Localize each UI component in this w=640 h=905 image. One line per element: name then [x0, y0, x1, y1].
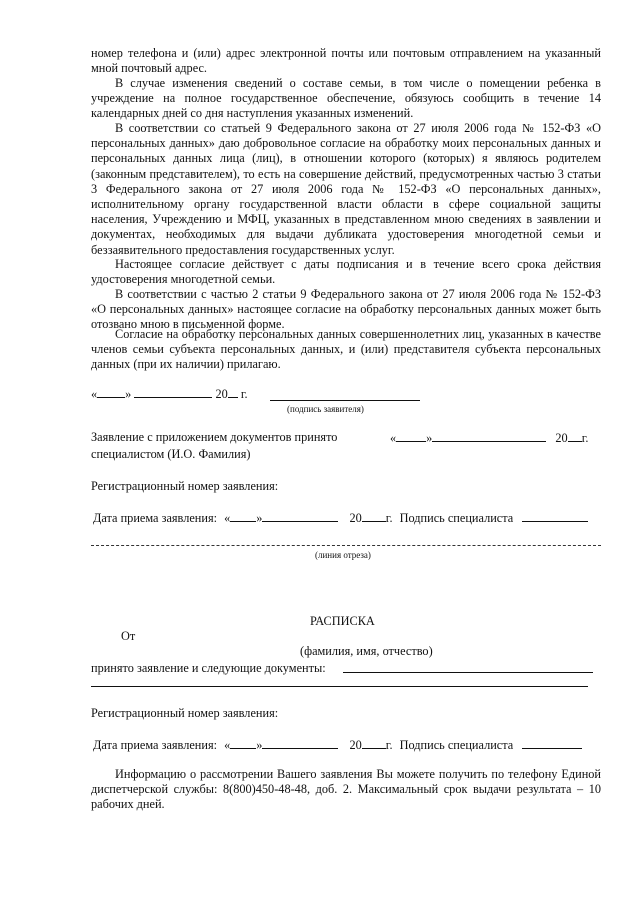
receipt-reception-date-line [93, 737, 582, 753]
close-quote: » [256, 738, 263, 752]
year-prefix: 20 [349, 738, 362, 752]
receipt-fio-caption: (фамилия, имя, отчество) [300, 644, 433, 658]
year-suffix: г. [240, 387, 248, 401]
close-quote: » [426, 431, 433, 445]
day-blank [230, 737, 256, 749]
open-quote: « [224, 511, 231, 525]
paragraph-contact-continuation: номер телефона и (или) адрес электронной почты или почтовым отправлением на указанный мной почтовый адрес. [91, 46, 601, 76]
day-blank [97, 386, 125, 398]
specialist-signature-label: Подпись специалиста [399, 738, 514, 752]
receipt-documents-line [343, 672, 593, 673]
year-prefix: 20 [215, 387, 228, 401]
cut-line [91, 545, 601, 546]
paragraph-family-change: В случае изменения сведений о составе семьи, в том числе о помещении ребенка в учреждение на полное государственное обеспечение, обязуюсь сообщить в течение 14 календарных дней со дня наступления указанных изменений. [91, 76, 601, 121]
reception-date-label: Дата приема заявления: [93, 511, 218, 525]
paragraph-adult-consent: Согласие на обработку персональных данных совершеннолетних лиц, указанных в качестве членов семьи субъекта персональных данных, и (или) представителя субъекта персональных данных (при их наличии) прилагаю. [91, 327, 601, 372]
registration-number-label: Регистрационный номер заявления: [91, 479, 279, 493]
day-blank [396, 430, 426, 442]
day-blank [230, 510, 256, 522]
applicant-signature-line [270, 400, 420, 401]
month-blank [262, 510, 338, 522]
receipt-title: РАСПИСКА [310, 614, 375, 628]
open-quote: « [224, 738, 231, 752]
reception-date-line [93, 510, 588, 526]
year-blank [228, 386, 238, 398]
year-suffix: г. [385, 738, 393, 752]
receipt-documents-label: принято заявление и следующие документы: [91, 661, 326, 675]
month-blank [432, 430, 546, 442]
receipt-from-label: От [121, 629, 136, 643]
paragraph-consent: В соответствии со статьей 9 Федерального закона от 27 июля 2006 года № 152-ФЗ «О персональных данных» даю добровольное согласие на обработку моих персональных данных и персональных данных лица (лиц), в отношении которого (которых) я являюсь родителем (законным представителем), то есть на совершение действий, предусмотренных частью 3 статьи 3 Федерального закона от 27 июля 2006 года № 152-ФЗ «О персональных данных», исполнительному органу государственной власти области в сфере социальной защиты населения, Учреждению и МФЦ, указанных в представленном мною сведениях в заявлении и документах, необходимых для выдачи дубликата удостоверения многодетной семьи и беззаявительного предоставления государственных услуг. [91, 121, 601, 257]
year-blank [362, 510, 386, 522]
accepted-label-line2: специалистом (И.О. Фамилия) [91, 447, 251, 461]
close-quote: » [256, 511, 263, 525]
open-quote: « [390, 431, 397, 445]
paragraph-validity: Настоящее согласие действует с даты подписания и в течение всего срока действия удостоверения многодетной семьи. [91, 257, 601, 287]
specialist-signature-blank [522, 737, 582, 749]
cut-line-caption: (линия отреза) [315, 550, 371, 560]
year-blank [568, 430, 582, 442]
year-blank [362, 737, 386, 749]
specialist-signature-blank [522, 510, 588, 522]
close-quote: » [125, 387, 132, 401]
month-blank [262, 737, 338, 749]
year-prefix: 20 [555, 431, 568, 445]
year-suffix: г. [581, 431, 589, 445]
info-paragraph: Информацию о рассмотрении Вашего заявления Вы можете получить по телефону Единой диспетчерской службы: 8(800)450-48-48, доб. 2. Максимальный срок выдачи результата – 10 рабочих дней. [91, 767, 601, 812]
month-blank [134, 386, 212, 398]
open-quote: « [91, 387, 98, 401]
applicant-signature-caption: (подпись заявителя) [287, 404, 364, 414]
receipt-documents-line-2 [91, 686, 588, 687]
receipt-registration-number-label: Регистрационный номер заявления: [91, 706, 279, 720]
accepted-label-line1: Заявление с приложением документов принято [91, 430, 338, 444]
accepted-date [390, 430, 588, 446]
year-prefix: 20 [349, 511, 362, 525]
applicant-date-line [91, 386, 248, 402]
specialist-signature-label: Подпись специалиста [399, 511, 514, 525]
reception-date-label: Дата приема заявления: [93, 738, 218, 752]
paragraph-revocation: В соответствии с частью 2 статьи 9 Федерального закона от 27 июля 2006 года № 152-ФЗ «О персональных данных» настоящее согласие на обработку персональных данных может быть отозвано мною в письменной форме. [91, 287, 601, 332]
year-suffix: г. [385, 511, 393, 525]
